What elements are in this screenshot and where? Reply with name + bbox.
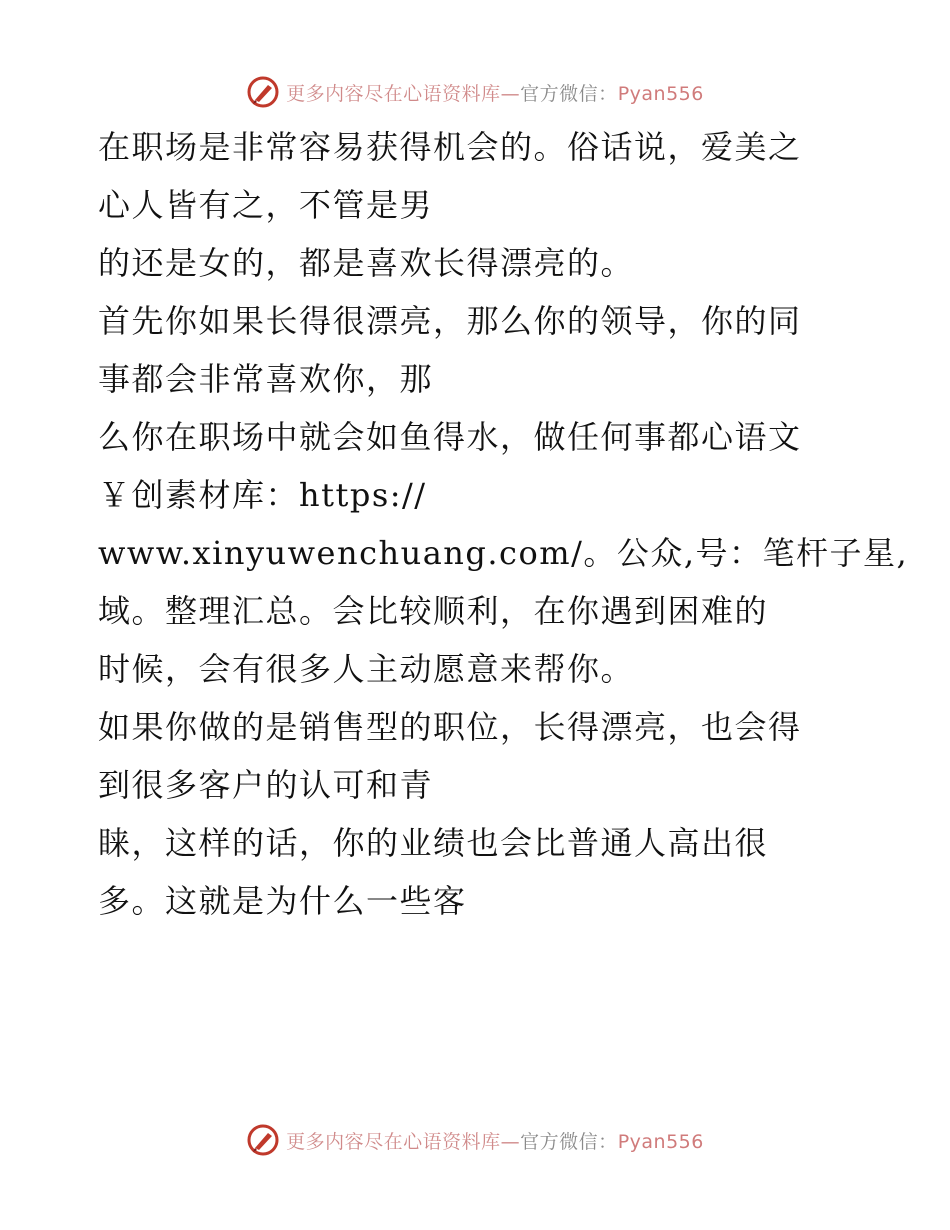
footer-banner bbox=[0, 1118, 950, 1162]
body-line: ￥创素材库：https:// bbox=[98, 476, 427, 514]
header-banner bbox=[0, 70, 950, 114]
footer-text-id: Pyan556 bbox=[617, 1130, 704, 1153]
body-line: www.xinyuwenchuang.com/。公众,号：笔杆子星, bbox=[98, 534, 909, 572]
body-line: 睐，这样的话，你的业绩也会比普通人高出很 bbox=[98, 824, 769, 862]
body-line: 首先你如果长得很漂亮，那么你的领导，你的同 bbox=[98, 302, 802, 340]
body-line: 在职场是非常容易获得机会的。俗话说，爱美之 bbox=[98, 128, 802, 166]
body-line: 域。整理汇总。会比较顺利，在你遇到困难的 bbox=[98, 592, 769, 630]
header-text-main: 更多内容尽在心语资料库— bbox=[286, 82, 521, 105]
header-text-id: Pyan556 bbox=[617, 82, 704, 105]
body-line: 心人皆有之，不管是男 bbox=[98, 186, 434, 224]
footer-text-main: 更多内容尽在心语资料库— bbox=[286, 1130, 521, 1153]
pen-logo-icon bbox=[246, 75, 280, 109]
header-banner-text bbox=[286, 79, 704, 106]
body-line: 么你在职场中就会如鱼得水，做任何事都心语文 bbox=[98, 418, 802, 456]
body-line: 多。这就是为什么一些客 bbox=[98, 882, 467, 920]
document-body bbox=[98, 118, 909, 930]
footer-text-wechat: 官方微信： bbox=[520, 1130, 618, 1153]
body-line: 事都会非常喜欢你，那 bbox=[98, 360, 434, 398]
body-line: 到很多客户的认可和青 bbox=[98, 766, 434, 804]
pen-logo-icon bbox=[246, 1123, 280, 1157]
body-line: 的还是女的，都是喜欢长得漂亮的。 bbox=[98, 244, 635, 282]
body-line: 如果你做的是销售型的职位，长得漂亮，也会得 bbox=[98, 708, 802, 746]
body-line: 时候，会有很多人主动愿意来帮你。 bbox=[98, 650, 635, 688]
footer-banner-text bbox=[286, 1127, 704, 1154]
header-text-wechat: 官方微信： bbox=[520, 82, 618, 105]
